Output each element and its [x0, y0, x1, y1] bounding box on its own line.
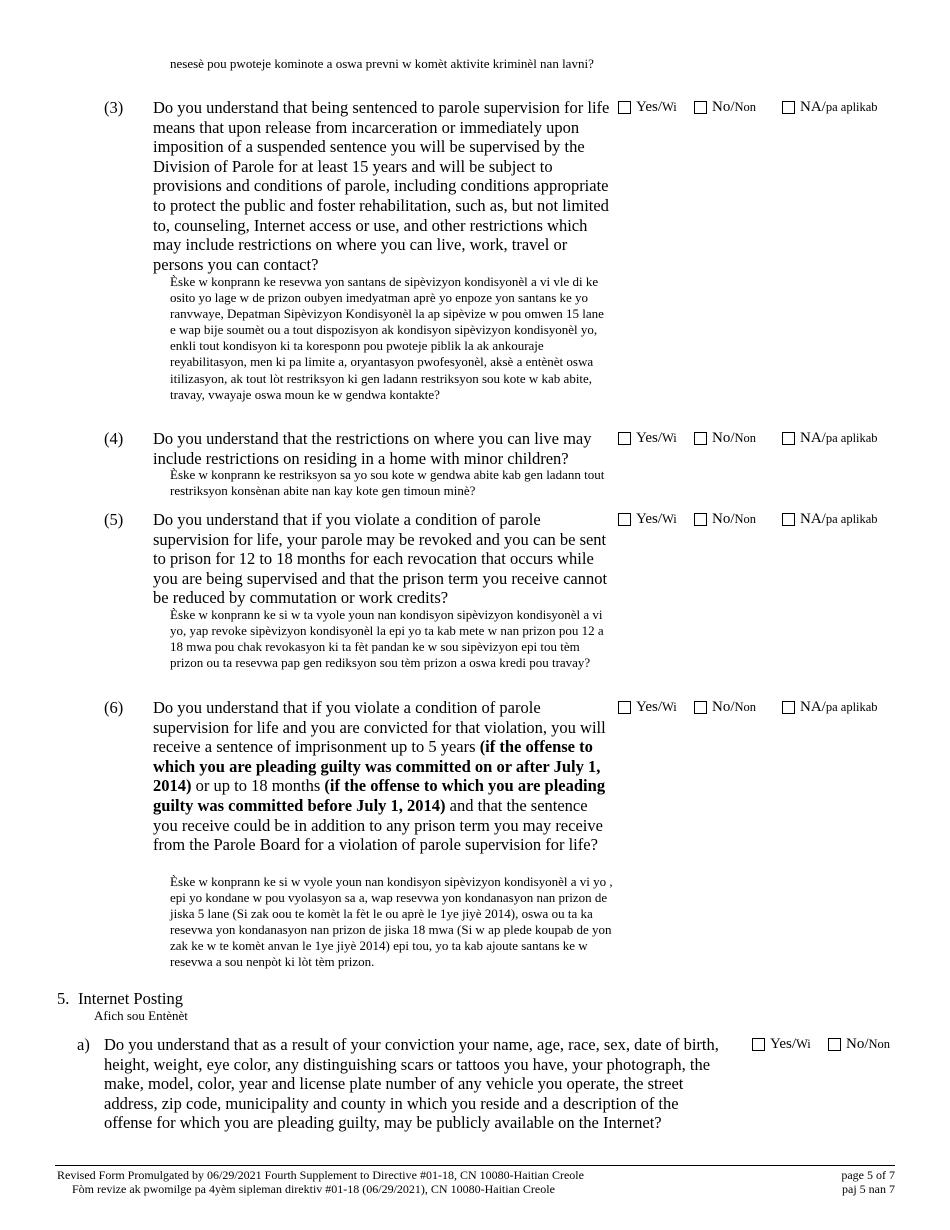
yes-checkbox[interactable]: Yes/ Wi	[752, 1035, 811, 1053]
checkbox-box[interactable]	[752, 1038, 765, 1051]
page-number-hc: paj 5 nan 7	[842, 1182, 895, 1196]
section-title: Internet Posting	[78, 989, 183, 1008]
no-checkbox[interactable]: No/ Non	[694, 698, 756, 716]
checkbox-box[interactable]	[782, 513, 795, 526]
no-checkbox[interactable]: No/ Non	[694, 429, 756, 447]
question-number: (3)	[104, 98, 124, 117]
footer-revision-en: Revised Form Promulgated by 06/29/2021 Fourth Supplement to Directive #01-18, CN 10080-Haitian Creole	[57, 1168, 584, 1182]
question-number: (4)	[104, 429, 124, 448]
checkbox-box[interactable]	[694, 513, 707, 526]
question-text: Do you understand that being sentenced to parole supervision for life means that upon release from incarceration or immediately upon imposition of a suspended sentence you will be supervised by the Division of Parole for at least 15 years and will be subject to provisions and conditions of parole, including conditions appropriate to protect the public and foster rehabilitation, such as, but not limited to, counseling, Internet access or use, and other restrictions which may include restrictions on where you can live, work, travel or persons you can contact?	[153, 98, 610, 274]
yes-checkbox[interactable]: Yes/ Wi	[618, 98, 677, 116]
checkbox-box[interactable]	[618, 101, 631, 114]
checkbox-box[interactable]	[618, 432, 631, 445]
na-checkbox[interactable]: NA/ pa aplikab	[782, 98, 878, 116]
no-checkbox[interactable]: No/ Non	[694, 510, 756, 528]
no-checkbox[interactable]: No/ Non	[694, 98, 756, 116]
question-text: Do you understand that the restrictions on where you can live may include restrictions on residing in a home with minor children?	[153, 429, 592, 468]
checkbox-box[interactable]	[618, 513, 631, 526]
question-text: Do you understand that as a result of your conviction your name, age, race, sex, date of birth, height, weight, eye color, any distinguishing scars or tattoos you have, your photograph, the make, model, color, year and license plate number of any vehicle you operate, the street address, zip code, municipality and county in which you reside and a description of the offense for which you are pleading guilty, may be publicly available on the Internet?	[104, 1035, 719, 1133]
section-subtitle: Afich sou Entènèt	[94, 1008, 188, 1023]
intro-translation-tail: nesesè pou pwoteje kominote a oswa prevni w komèt aktivite kriminèl nan lavni?	[170, 56, 594, 71]
footer-divider	[55, 1165, 895, 1166]
na-checkbox[interactable]: NA/ pa aplikab	[782, 510, 878, 528]
checkbox-box[interactable]	[694, 432, 707, 445]
no-checkbox[interactable]: No/ Non	[828, 1035, 890, 1053]
na-checkbox[interactable]: NA/ pa aplikab	[782, 429, 878, 447]
yes-checkbox[interactable]: Yes/ Wi	[618, 698, 677, 716]
question-text: Do you understand that if you violate a condition of parole supervision for life and you are convicted for that violation, you will receive a sentence of imprisonment up to 5 years (if the offense to which you are pleading guilty was committed on or after July 1, 2014) or up to 18 months (if the offense to which you are pleading guilty was committed before July 1, 2014) and that the sentence you receive could be in addition to any prison term you may receive from the Parole Board for a violation of parole supervision for life?	[153, 698, 606, 855]
question-translation: Èske w konprann ke si w vyole youn nan kondisyon sipèvizyon kondisyonèl a vi yo , epi yo kondane w pou vyolasyon sa a, wap resevwa yon kondanasyon nan prizon de jiska 5 lane (Si zak oou te komèt la fèt le ou aprè le 1ye jiyè 2014), oswa ou ta ka resevwa yon kondanasyon nan prizon de jiska 18 mwa (Si w ap plede koupab de yon zak ke w te komèt anvan le 1ye jiyè 2014) epi tou, yo ta kab ajoute santans ke w resevwa a sou nenpòt ki lòt tèm prizon.	[170, 874, 613, 970]
checkbox-box[interactable]	[694, 101, 707, 114]
question-translation: Èske w konprann ke resevwa yon santans de sipèvizyon kondisyonèl a vi vle di ke osito yo lage w de prizon oubyen imedyatman aprè yo enpoze yon santans ke yo ranvwaye, Depatman Sipèvizyon Kondisyonèl la ap sipèvize w pou omwen 15 lane e wap bije soumèt ou a tout dispozisyon ak kondisyon sipèvizyon kondisyonèl yo, enkli tout kondisyon ki ta koresponn pou pwoteje piblik la ak ankouraje reyabilitasyon, men ki pa limite a, oryantasyon pwofesyonèl, aksè a entènèt oswa itilizasyon, ak tout lòt restriksyon ki gen ladann restriksyon sou kote w kab abite, travay, vwayaje oswa moun ke w gendwa kontakte?	[170, 274, 604, 402]
question-translation: Èske w konprann ke si w ta vyole youn nan kondisyon sipèvizyon kondisyonèl a vi yo, yap revoke sipèvizyon kondisyonèl la epi yo ta kab mete w nan prizon pou 12 a 18 mwa pou chak revokasyon ki ta fèt pandan ke w sou sipèvizyon epi tou tèm prizon ou ta resevwa pap gen rediksyon sou tèm prizon a oswa kredi pou travay?	[170, 607, 604, 671]
yes-checkbox[interactable]: Yes/ Wi	[618, 429, 677, 447]
checkbox-box[interactable]	[694, 701, 707, 714]
yes-checkbox[interactable]: Yes/ Wi	[618, 510, 677, 528]
question-number: (6)	[104, 698, 124, 717]
page-number-en: page 5 of 7	[841, 1168, 895, 1182]
checkbox-box[interactable]	[782, 701, 795, 714]
footer-revision-hc: Fòm revize ak pwomilge pa 4yèm sipleman direktiv #01-18 (06/29/2021), CN 10080-Haitian Creole	[72, 1182, 555, 1196]
checkbox-box[interactable]	[828, 1038, 841, 1051]
question-letter: a)	[77, 1035, 90, 1054]
checkbox-box[interactable]	[618, 701, 631, 714]
question-text: Do you understand that if you violate a condition of parole supervision for life, your parole may be revoked and you can be sent to prison for 12 to 18 months for each revocation that occurs while you are being supervised and that the prison term you receive cannot be reduced by commutation or work credits?	[153, 510, 608, 608]
na-checkbox[interactable]: NA/ pa aplikab	[782, 698, 878, 716]
checkbox-box[interactable]	[782, 101, 795, 114]
question-translation: Èske w konprann ke restriksyon sa yo sou kote w gendwa abite kab gen ladann tout restriksyon konsènan abite nan kay kote gen timoun minè?	[170, 467, 605, 499]
checkbox-box[interactable]	[782, 432, 795, 445]
question-number: (5)	[104, 510, 124, 529]
section-number: 5.	[57, 989, 70, 1008]
